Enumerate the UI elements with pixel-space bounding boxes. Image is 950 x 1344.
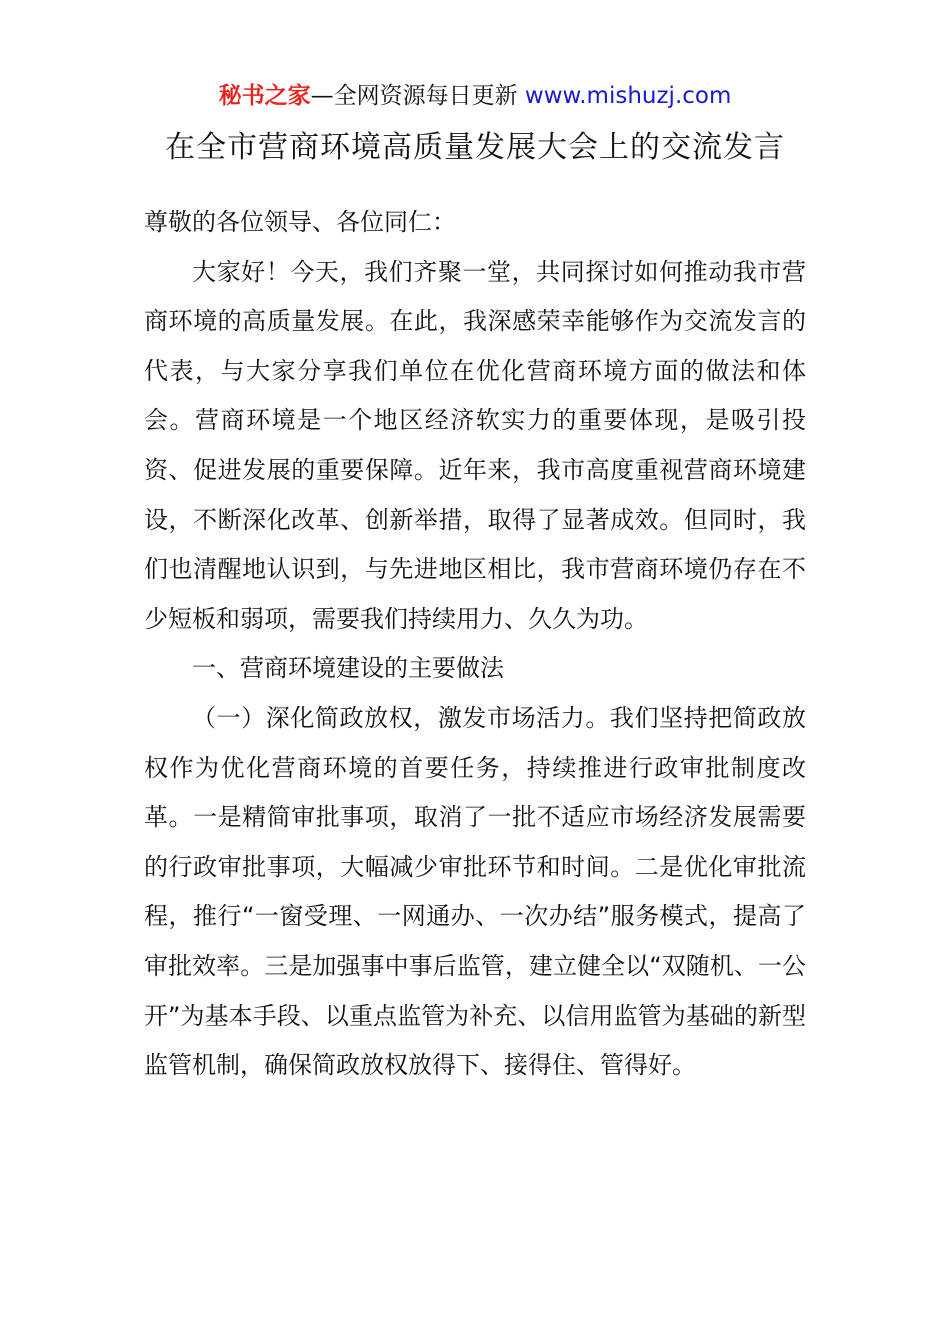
- paragraph-intro: 大家好！今天，我们齐聚一堂，共同探讨如何推动我市营商环境的高质量发展。在此，我深感荣幸能够作为交流发言的代表，与大家分享我们单位在优化营商环境方面的做法和体会。营商环境是一个地区经济软实力的重要体现，是吸引投资、促进发展的重要保障。近年来，我市高度重视营商环境建设，不断深化改革、创新举措，取得了显著成效。但同时，我们也清醒地认识到，与先进地区相比，我市营商环境仍存在不少短板和弱项，需要我们持续用力、久久为功。: [144, 257, 806, 633]
- salutation: 尊敬的各位领导、各位同仁：: [144, 208, 456, 236]
- brand-name: 秘书之家: [218, 83, 311, 109]
- section-heading: 一、营商环境建设的主要做法: [192, 654, 504, 683]
- document-title: 在全市营商环境高质量发展大会上的交流发言: [165, 130, 785, 165]
- site-banner: [0, 80, 950, 112]
- banner-tagline: —全网资源每日更新: [310, 83, 518, 109]
- site-url-link[interactable]: www.mishuzj.com: [524, 83, 732, 109]
- document-body: [144, 198, 806, 1091]
- paragraph-subsection-1: （一）深化简政放权，激发市场活力。我们坚持把简政放权作为优化营商环境的首要任务，持续推进行政审批制度改革。一是精简审批事项，取消了一批不适应市场经济发展需要的行政审批事项，大幅减少审批环节和时间。二是优化审批流程，推行“一窗受理、一网通办、一次办结”服务模式，提高了审批效率。三是加强事中事后监管，建立健全以“双随机、一公开”为基本手段、以重点监管为补充、以信用监管为基础的新型监管机制，确保简政放权放得下、接得住、管得好。: [144, 703, 806, 1080]
